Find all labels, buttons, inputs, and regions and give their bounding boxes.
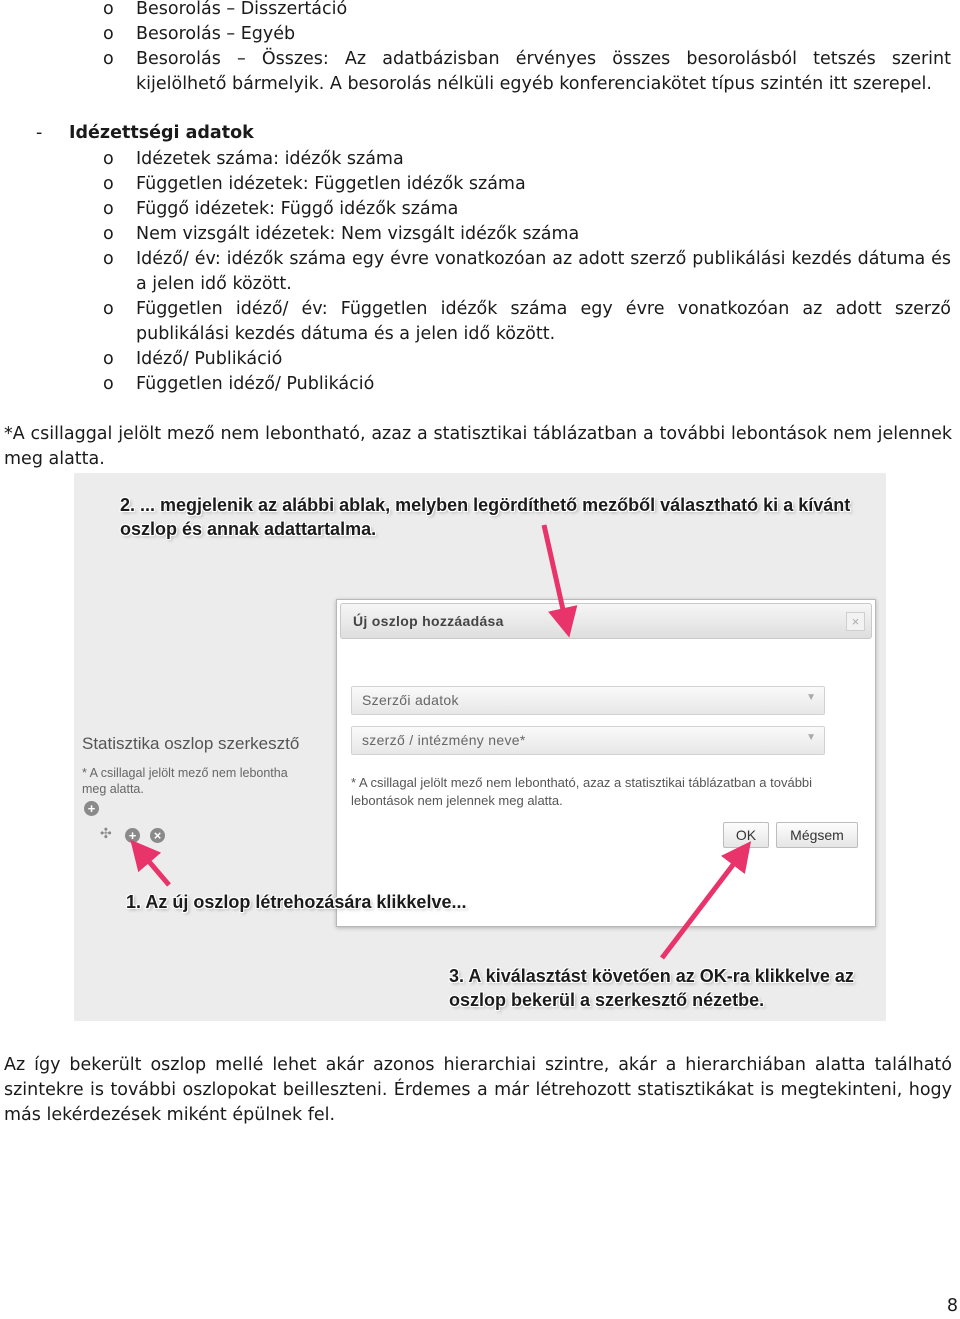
list-item-text: Idézetek száma: idézők száma: [136, 149, 404, 169]
list-item: [0, 372, 960, 397]
bullet-marker: o: [103, 349, 114, 369]
bullet-marker: o: [103, 0, 114, 19]
list-item: [0, 197, 960, 222]
list-item: [0, 47, 960, 97]
editor-note-continuation: meg alatta.: [82, 782, 144, 796]
callout-step-2: 2. ... megjelenik az alábbi ablak, melyben legördíthető mezőből választható ki a kívánt oszlop és annak adattartalma.: [120, 495, 851, 539]
list-item-text: Besorolás – Disszertáció: [136, 0, 348, 19]
list-item-text: Idéző/ év: idézők száma egy évre vonatkozóan az adott szerző publikálási kezdés dátuma és a jelen idő között.: [136, 249, 951, 294]
asterisk-note: *A csillaggal jelölt mező nem lebontható, azaz a statisztikai táblázatban a további lebontások nem jelennek meg alatta.: [4, 424, 952, 469]
chevron-down-icon: ▼: [806, 732, 816, 743]
list-item-text: Független idéző/ Publikáció: [136, 374, 375, 394]
add-icon[interactable]: +: [84, 801, 99, 816]
move-icon[interactable]: ✣: [100, 825, 112, 841]
annotation-arrows: [74, 473, 886, 1021]
field-select-value: szerző / intézmény neve*: [362, 732, 526, 748]
list-item: [0, 247, 960, 297]
bullet-marker: o: [103, 374, 114, 394]
dialog-title: Új oszlop hozzáadása: [353, 613, 504, 629]
list-item: [0, 172, 960, 197]
category-select-value: Szerzői adatok: [362, 692, 459, 708]
list-item: [0, 297, 960, 347]
bullet-marker: o: [103, 249, 114, 269]
list-item-text: Függő idézetek: Függő idézők száma: [136, 199, 459, 219]
callout-step-1: 1. Az új oszlop létrehozására klikkelve...: [126, 892, 467, 912]
ok-button[interactable]: OK: [723, 822, 769, 848]
list-item-text: Idéző/ Publikáció: [136, 349, 283, 369]
page-number: 8: [946, 1296, 958, 1316]
chevron-down-icon: ▼: [806, 692, 816, 703]
list-item-text: Besorolás – Egyéb: [136, 24, 296, 44]
list-item-text: Független idéző/ év: Független idézők száma egy évre vonatkozóan az adott szerző publikálási kezdés dátuma és a jelen idő között.: [136, 299, 951, 344]
screenshot-figure: [74, 473, 886, 1021]
list-item: [0, 22, 960, 47]
bullet-marker: o: [103, 199, 114, 219]
list-item: [0, 347, 960, 372]
citation-list: [0, 147, 960, 397]
add-column-icon[interactable]: +: [125, 828, 140, 843]
section-heading: Idézettségi adatok: [69, 123, 254, 143]
bullet-marker: o: [103, 49, 114, 69]
bullet-marker: o: [103, 174, 114, 194]
arrow-to-ok-button: [662, 853, 742, 958]
list-item-text: Nem vizsgált idézetek: Nem vizsgált idézők száma: [136, 224, 580, 244]
editor-note: * A csillagal jelölt mező nem lebontha: [82, 766, 288, 780]
list-item: [0, 222, 960, 247]
bullet-marker: o: [103, 299, 114, 319]
classification-list: [0, 0, 960, 97]
list-item-text: Besorolás – Összes: Az adatbázisban érvényes összes besorolásból tetszés szerint kijelölhető bármelyik. A besorolás nélküli egyéb konferenciakötet típus szintén itt szerepel.: [136, 49, 951, 94]
bullet-marker: o: [103, 224, 114, 244]
list-item: [0, 0, 960, 22]
dialog-note: * A csillagal jelölt mező nem lebontható, azaz a statisztikai táblázatban a további lebontások nem jelennek meg alatta.: [351, 775, 813, 808]
close-icon[interactable]: ×: [846, 612, 865, 631]
remove-column-icon[interactable]: ×: [150, 828, 165, 843]
closing-paragraph: Az így bekerült oszlop mellé lehet akár azonos hierarchiai szintre, akár a hierarchiában alatta található szintekre is további oszlopokat beilleszteni. Érdemes a már létrehozott statisztikákat is megtekinteni, hogy más lekérdezések miként épülnek fel.: [4, 1055, 952, 1125]
bullet-marker: o: [103, 149, 114, 169]
list-item: [0, 147, 960, 172]
cancel-button[interactable]: Mégsem: [776, 822, 858, 848]
bullet-marker: o: [103, 24, 114, 44]
list-item-text: Független idézetek: Független idézők száma: [136, 174, 526, 194]
arrow-to-dialog-title: [544, 525, 566, 623]
editor-title: Statisztika oszlop szerkesztő: [82, 734, 300, 753]
section-dash: -: [36, 123, 43, 143]
callout-step-3: 3. A kiválasztást követően az OK-ra klikkelve az oszlop bekerül a szerkesztő nézetbe.: [449, 966, 854, 1010]
arrow-to-add-button: [140, 851, 169, 885]
